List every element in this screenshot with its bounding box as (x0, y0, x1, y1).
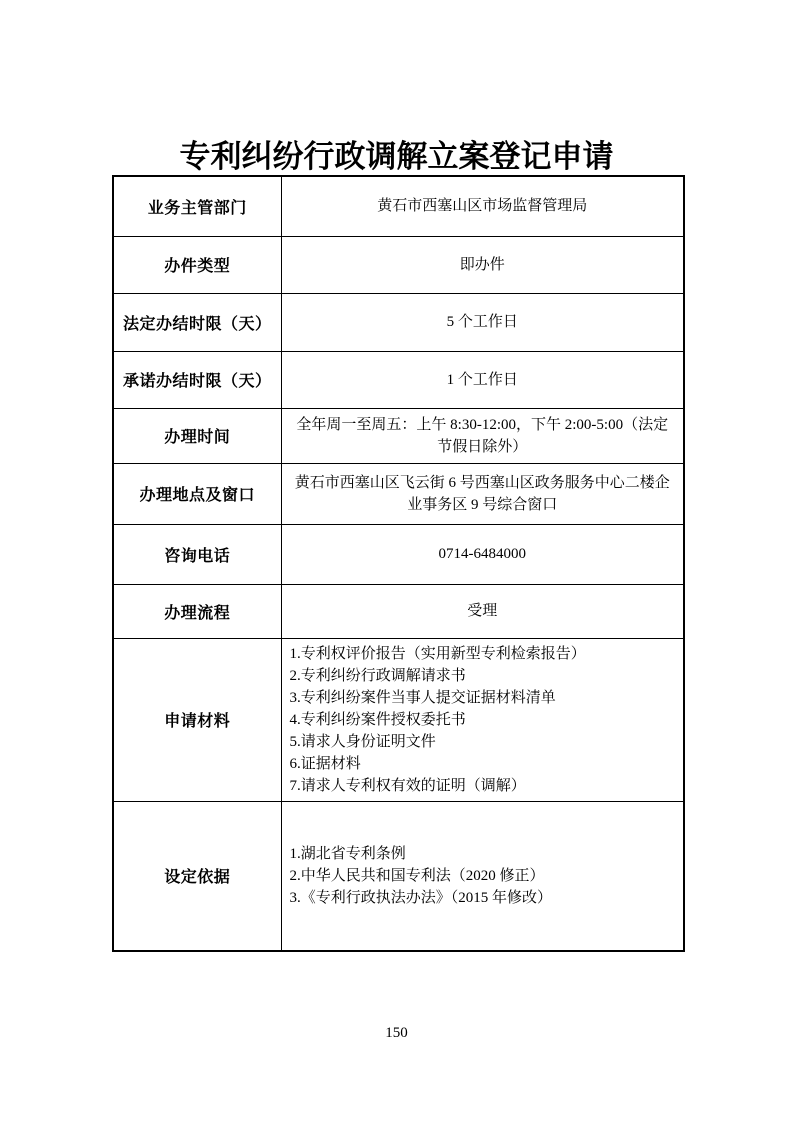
row-value-list (281, 801, 684, 951)
document-title: 专利纠纷行政调解立案登记申请 (179, 139, 614, 174)
table-row-materials (113, 638, 684, 801)
row-value: 黄石市西塞山区飞云街 6 号西塞山区政务服务中心二楼企业事务区 9 号综合窗口 (281, 463, 684, 524)
row-value: 全年周一至周五：上午 8:30-12:00，下午 2:00-5:00（法定节假日除外） (281, 408, 684, 463)
row-value-list (281, 638, 684, 801)
basis-item: 2.中华人民共和国专利法（2020 修正） (289, 867, 545, 884)
row-label: 设定依据 (113, 801, 281, 951)
row-label: 承诺办结时限（天） (113, 351, 281, 408)
row-label: 咨询电话 (113, 524, 281, 584)
page-number: 150 (385, 1025, 408, 1041)
row-value: 黄石市西塞山区市场监督管理局 (281, 176, 684, 236)
row-label: 业务主管部门 (113, 176, 281, 236)
material-item: 4.专利纠纷案件授权委托书 (289, 711, 466, 728)
table-row-phone (113, 524, 684, 584)
row-label: 办理地点及窗口 (113, 463, 281, 524)
row-value: 0714-6484000 (281, 524, 684, 584)
row-value: 1 个工作日 (281, 351, 684, 408)
material-item: 3.专利纠纷案件当事人提交证据材料清单 (289, 689, 556, 706)
row-label: 办理流程 (113, 584, 281, 638)
table-row-promised-limit (113, 351, 684, 408)
basis-item: 1.湖北省专利条例 (289, 845, 406, 862)
material-item: 7.请求人专利权有效的证明（调解） (289, 777, 526, 794)
table-row-department (113, 176, 684, 236)
table-row-statutory-limit (113, 293, 684, 351)
row-label: 办件类型 (113, 236, 281, 293)
material-item: 1.专利权评价报告（实用新型专利检索报告） (289, 645, 586, 662)
procedure-table (112, 175, 685, 952)
row-value: 即办件 (281, 236, 684, 293)
row-label: 法定办结时限（天） (113, 293, 281, 351)
material-item: 6.证据材料 (289, 755, 361, 772)
basis-item: 3.《专利行政执法办法》（2015 年修改） (289, 889, 553, 906)
row-value: 受理 (281, 584, 684, 638)
row-label: 申请材料 (113, 638, 281, 801)
table-row-process (113, 584, 684, 638)
table-row-legal-basis (113, 801, 684, 951)
row-label: 办理时间 (113, 408, 281, 463)
table-row-location (113, 463, 684, 524)
material-item: 5.请求人身份证明文件 (289, 733, 436, 750)
material-item: 2.专利纠纷行政调解请求书 (289, 667, 466, 684)
table-row-item-type (113, 236, 684, 293)
row-value: 5 个工作日 (281, 293, 684, 351)
table-row-office-hours (113, 408, 684, 463)
